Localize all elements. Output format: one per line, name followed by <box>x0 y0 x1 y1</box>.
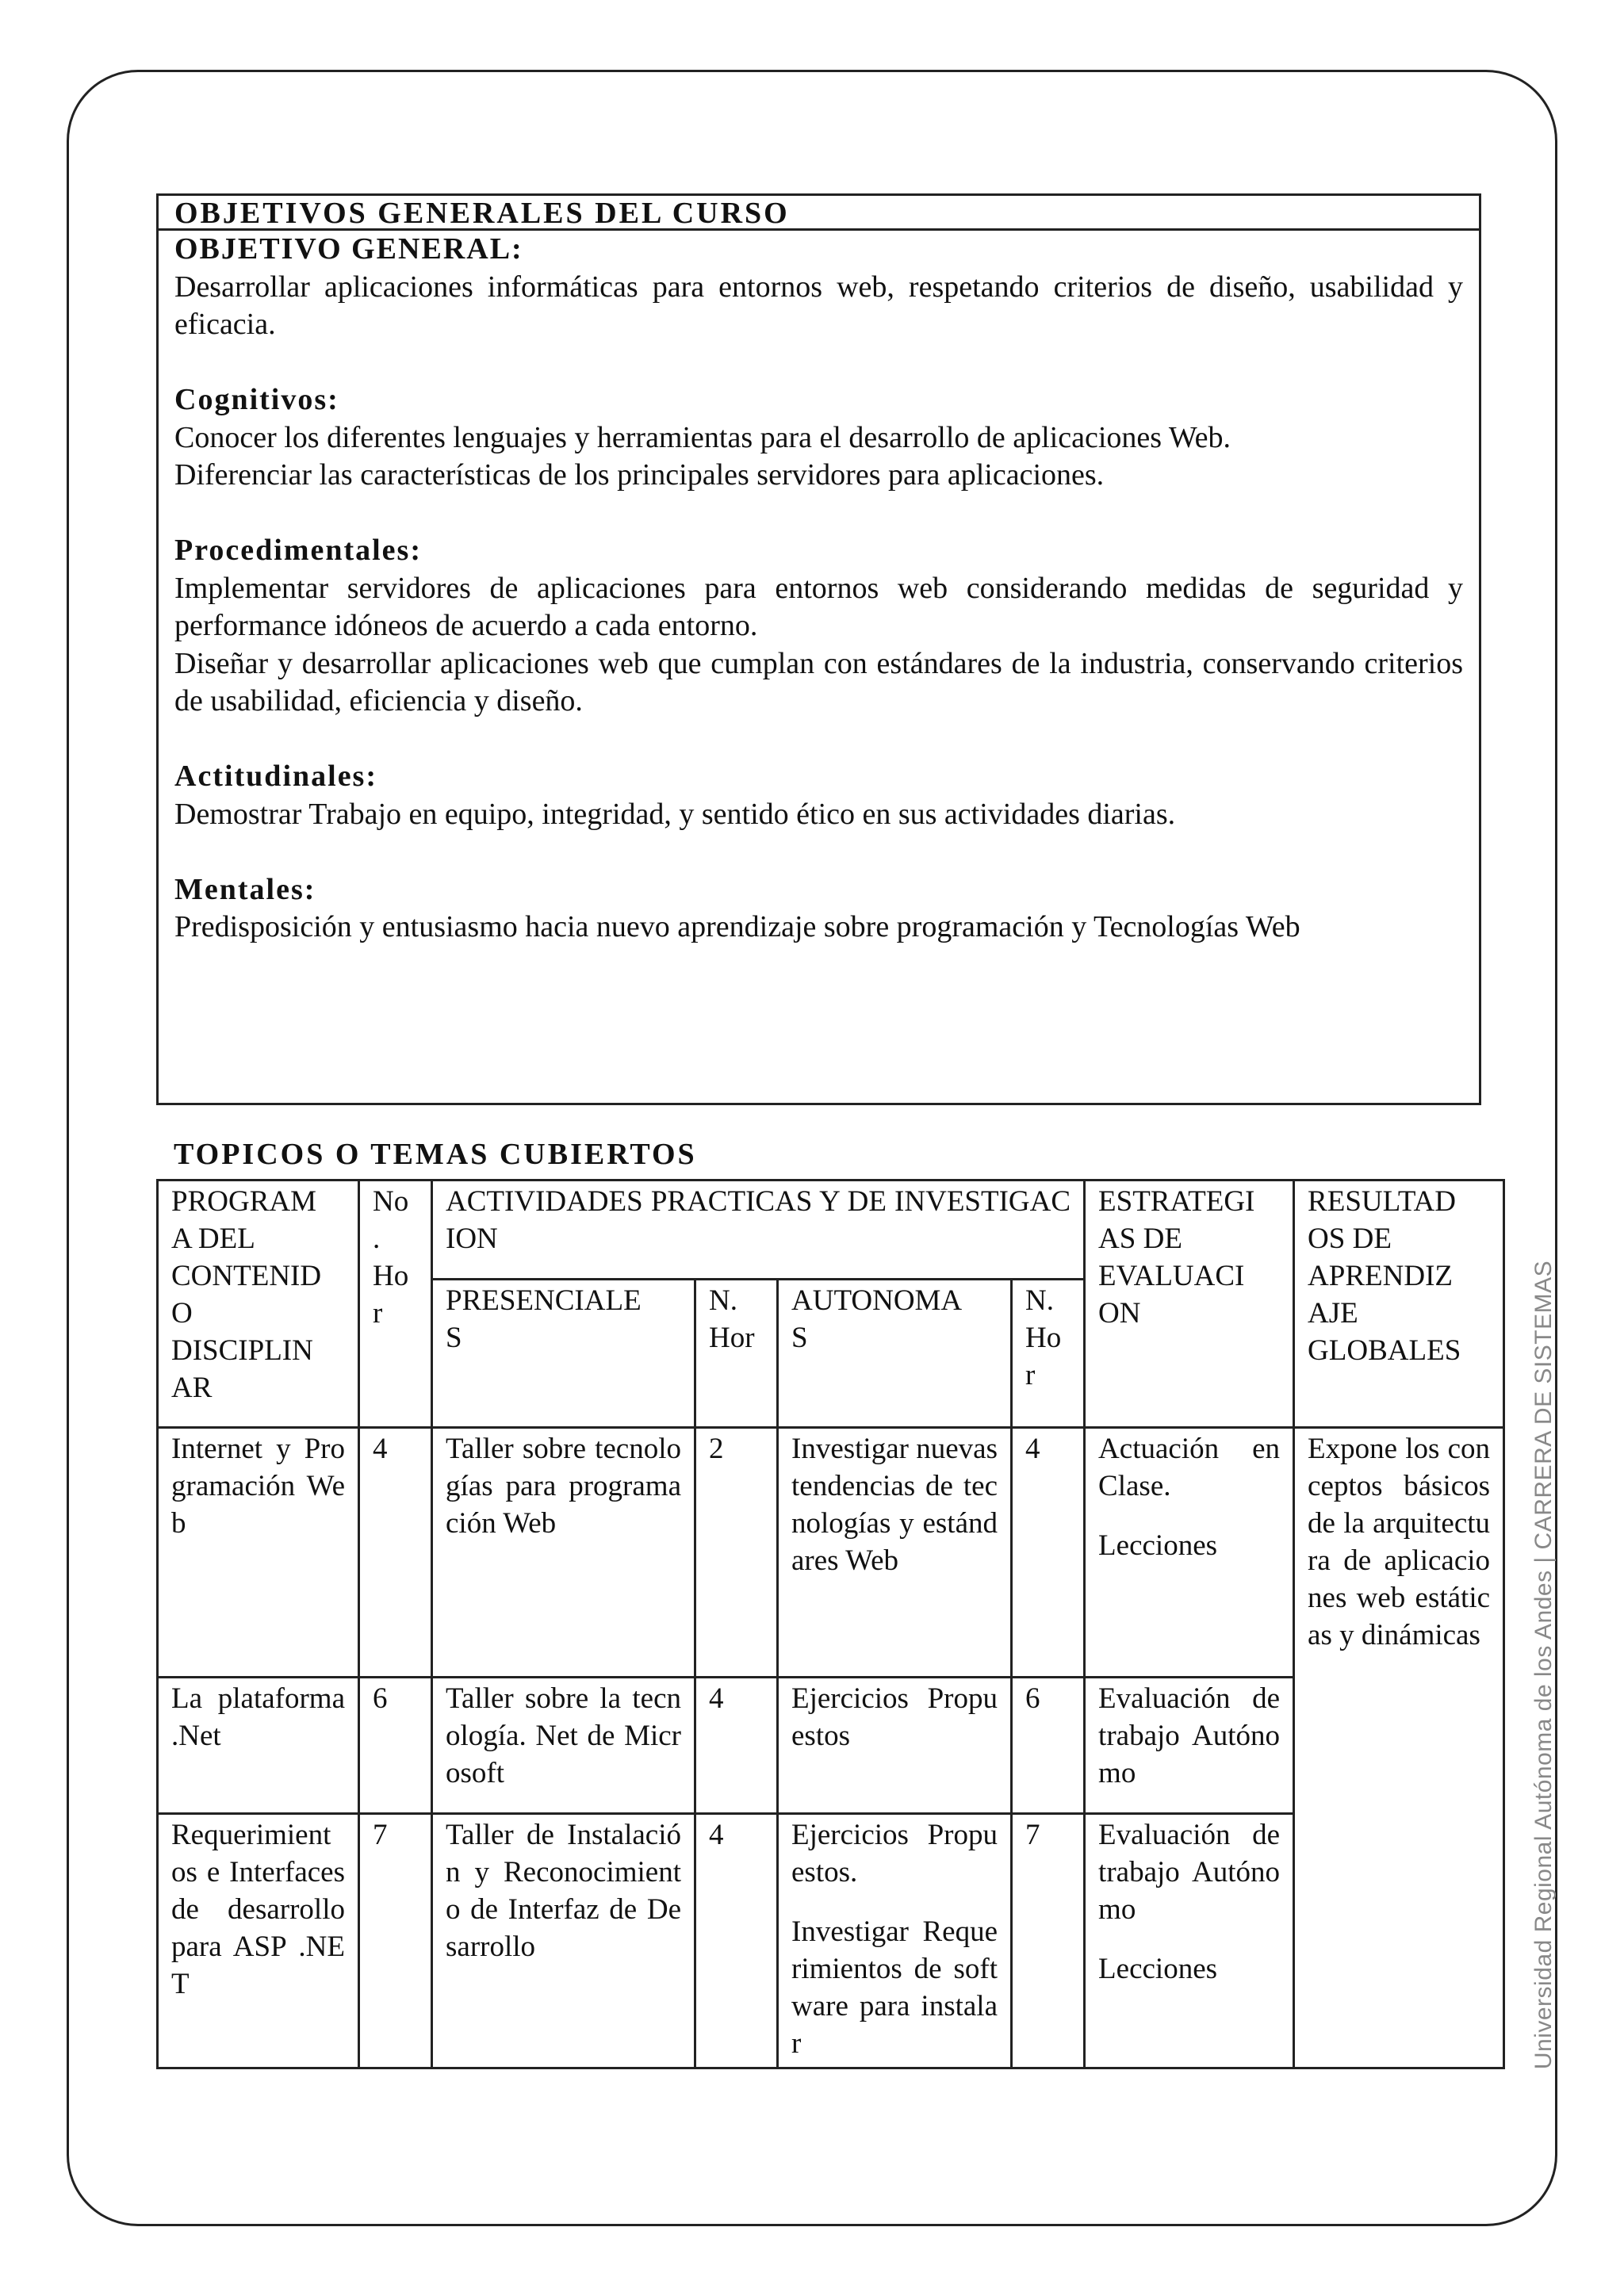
cognitive-title: Cognitivos: <box>174 383 339 416</box>
row-hours-autonomas: 6 <box>1012 1678 1085 1814</box>
header-hours-presenciales: N. Hor <box>695 1280 778 1428</box>
general-objective-title: OBJETIVO GENERAL: <box>174 232 523 266</box>
row-hours-presenciales: 2 <box>695 1428 778 1678</box>
row-hours: 6 <box>359 1678 432 1814</box>
row-strategies: Evaluación de trabajo Autónomo <box>1085 1678 1294 1814</box>
header-strategies: ESTRATEGI AS DE EVALUACI ON <box>1085 1181 1294 1428</box>
header-row <box>158 1181 1504 1280</box>
objectives-box <box>156 193 1481 1105</box>
table-row <box>158 1428 1504 1678</box>
procedural-title: Procedimentales: <box>174 534 422 567</box>
row-hours-presenciales: 4 <box>695 1678 778 1814</box>
header-activities: ACTIVIDADES PRACTICAS Y DE INVESTIGACION <box>432 1181 1085 1280</box>
mental-text: Predisposición y entusiasmo hacia nuevo aprendizaje sobre programación y Tecnologías Web <box>174 910 1300 943</box>
row-presenciales: Taller sobre tecnologías para programación Web <box>432 1428 695 1678</box>
cognitive-text-1: Conocer los diferentes lenguajes y herramientas para el desarrollo de aplicaciones Web. <box>174 420 1231 454</box>
attitudinal-title: Actitudinales: <box>174 760 377 793</box>
row-autonomas: Investigar nuevas tendencias de tecnologías y estándares Web <box>778 1428 1012 1678</box>
row-program: Requerimientos e Interfaces de desarrollo para ASP .NET <box>158 1814 359 2068</box>
attitudinal-text: Demostrar Trabajo en equipo, integridad, y sentido ético en sus actividades diarias. <box>174 797 1176 831</box>
procedural-text-2: Diseñar y desarrollar aplicaciones web que cumplan con estándares de la industria, conservando criterios de usabilidad, eficiencia y diseño. <box>174 646 1463 718</box>
header-hours-autonomas: N. Ho r <box>1012 1280 1085 1428</box>
row-hours-presenciales: 4 <box>695 1814 778 2068</box>
row-strategies: Evaluación de trabajo Autónomo Lecciones <box>1085 1814 1294 2068</box>
header-presenciales: PRESENCIALE S <box>432 1280 695 1428</box>
row-autonomas: Ejercicios Propuestos. Investigar Requerimientos de software para instalar <box>778 1814 1012 2068</box>
row-autonomas: Ejercicios Propuestos <box>778 1678 1012 1814</box>
topics-table <box>156 1179 1505 2069</box>
row-hours-autonomas: 4 <box>1012 1428 1085 1678</box>
mental-title: Mentales: <box>174 872 316 906</box>
row-presenciales: Taller de Instalación y Reconocimiento de Interfaz de Desarrollo <box>432 1814 695 2068</box>
objectives-heading: OBJETIVOS GENERALES DEL CURSO <box>159 196 1479 231</box>
topics-title: TOPICOS O TEMAS CUBIERTOS <box>174 1138 697 1171</box>
row-presenciales: Taller sobre la tecnología. Net de Microsoft <box>432 1678 695 1814</box>
row-strategies: Actuación en Clase. Lecciones <box>1085 1428 1294 1678</box>
cognitive-text-2: Diferenciar las características de los principales servidores para aplicaciones. <box>174 458 1105 492</box>
row-program: La plataforma .Net <box>158 1678 359 1814</box>
header-program: PROGRAM A DEL CONTENID O DISCIPLIN AR <box>158 1181 359 1428</box>
header-results: RESULTAD OS DE APRENDIZ AJE GLOBALES <box>1294 1181 1504 1428</box>
header-hours: No . Ho r <box>359 1181 432 1428</box>
row-hours: 7 <box>359 1814 432 2068</box>
objectives-body <box>159 231 1479 947</box>
row-hours: 4 <box>359 1428 432 1678</box>
row-hours-autonomas: 7 <box>1012 1814 1085 2068</box>
procedural-text-1: Implementar servidores de aplicaciones para entornos web considerando medidas de seguridad y performance idóneos de acuerdo a cada entorno. <box>174 571 1463 642</box>
results-cell: Expone los conceptos básicos de la arquitectura de aplicaciones web estáticas y dinámicas <box>1294 1428 1504 2068</box>
row-program: Internet y Programación Web <box>158 1428 359 1678</box>
general-objective-text: Desarrollar aplicaciones informáticas para entornos web, respetando criterios de diseño, usabilidad y eficacia. <box>174 270 1463 341</box>
university-side-label: Universidad Regional Autónoma de los Andes | CARRERA DE SISTEMAS <box>1530 1260 1557 2070</box>
header-autonomas: AUTONOMA S <box>778 1280 1012 1428</box>
